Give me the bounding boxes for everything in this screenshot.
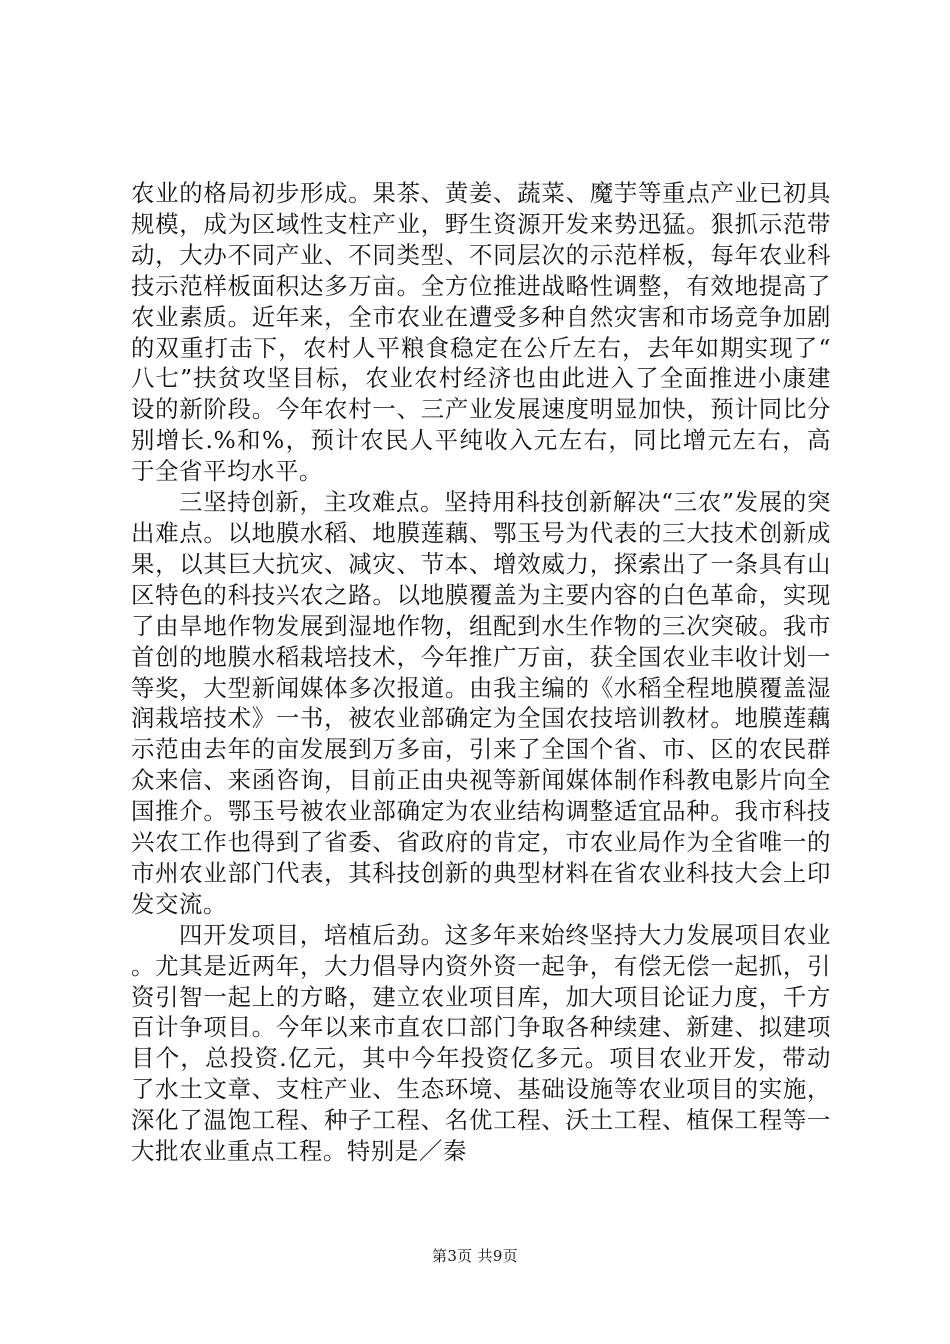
paragraph-3: 四开发项目，培植后劲。这多年来始终坚持大力发展项目农业。尤其是近两年，大力倡导内资外资一起争，有偿无偿一起抓，引资引智一起上的方略，建立农业项目库，加大项目论证力度，千方百计争项目。今年以来市直农口部门争取各种续建、新建、拟建项目个，总投资.亿元，其中今年投资亿多元。项目农业开发，带动了水土文章、支柱产业、生态环境、基础设施等农业项目的实施，深化了温饱工程、种子工程、名优工程、沃土工程、植保工程等一大批农业重点工程。特别是／秦: [131, 920, 831, 1166]
document-body: [131, 178, 831, 1167]
paragraph-2: 三坚持创新，主攻难点。坚持用科技创新解决“三农”发展的突出难点。以地膜水稻、地膜莲藕、鄂玉号为代表的三大技术创新成果，以其巨大抗灾、减灾、节本、增效威力，探索出了一条具有山区特色的科技兴农之路。以地膜覆盖为主要内容的白色革命，实现了由旱地作物发展到湿地作物，组配到水生作物的三次突破。我市首创的地膜水稻栽培技术，今年推广万亩，获全国农业丰收计划一等奖，大型新闻媒体多次报道。由我主编的《水稻全程地膜覆盖湿润栽培技术》一书，被农业部确定为全国农技培训教材。地膜莲藕示范由去年的亩发展到万多亩，引来了全国个省、市、区的农民群众来信、来函咨询，目前正由央视等新闻媒体制作科教电影片向全国推介。鄂玉号被农业部确定为农业结构调整适宜品种。我市科技兴农工作也得到了省委、省政府的肯定，市农业局作为全省唯一的市州农业部门代表，其科技创新的典型材料在省农业科技大会上印发交流。: [131, 488, 831, 918]
paragraph-1: 农业的格局初步形成。果茶、黄姜、蔬菜、魔芋等重点产业已初具规模，成为区域性支柱产业，野生资源开发来势迅猛。狠抓示范带动，大办不同产业、不同类型、不同层次的示范样板，每年农业科技示范样板面积达多万亩。全方位推进战略性调整，有效地提高了农业素质。近年来，全市农业在遭受多种自然灾害和市场竞争加剧的双重打击下，农村人平粮食稳定在公斤左右，去年如期实现了“八七”扶贫攻坚目标，农业农村经济也由此进入了全面推进小康建设的新阶段。今年农村一、三产业发展速度明显加快，预计同比分别增长.%和%，预计农民人平纯收入元左右，同比增元左右，高于全省平均水平。: [131, 179, 831, 486]
page-footer: 第3页 共9页: [432, 1247, 518, 1265]
